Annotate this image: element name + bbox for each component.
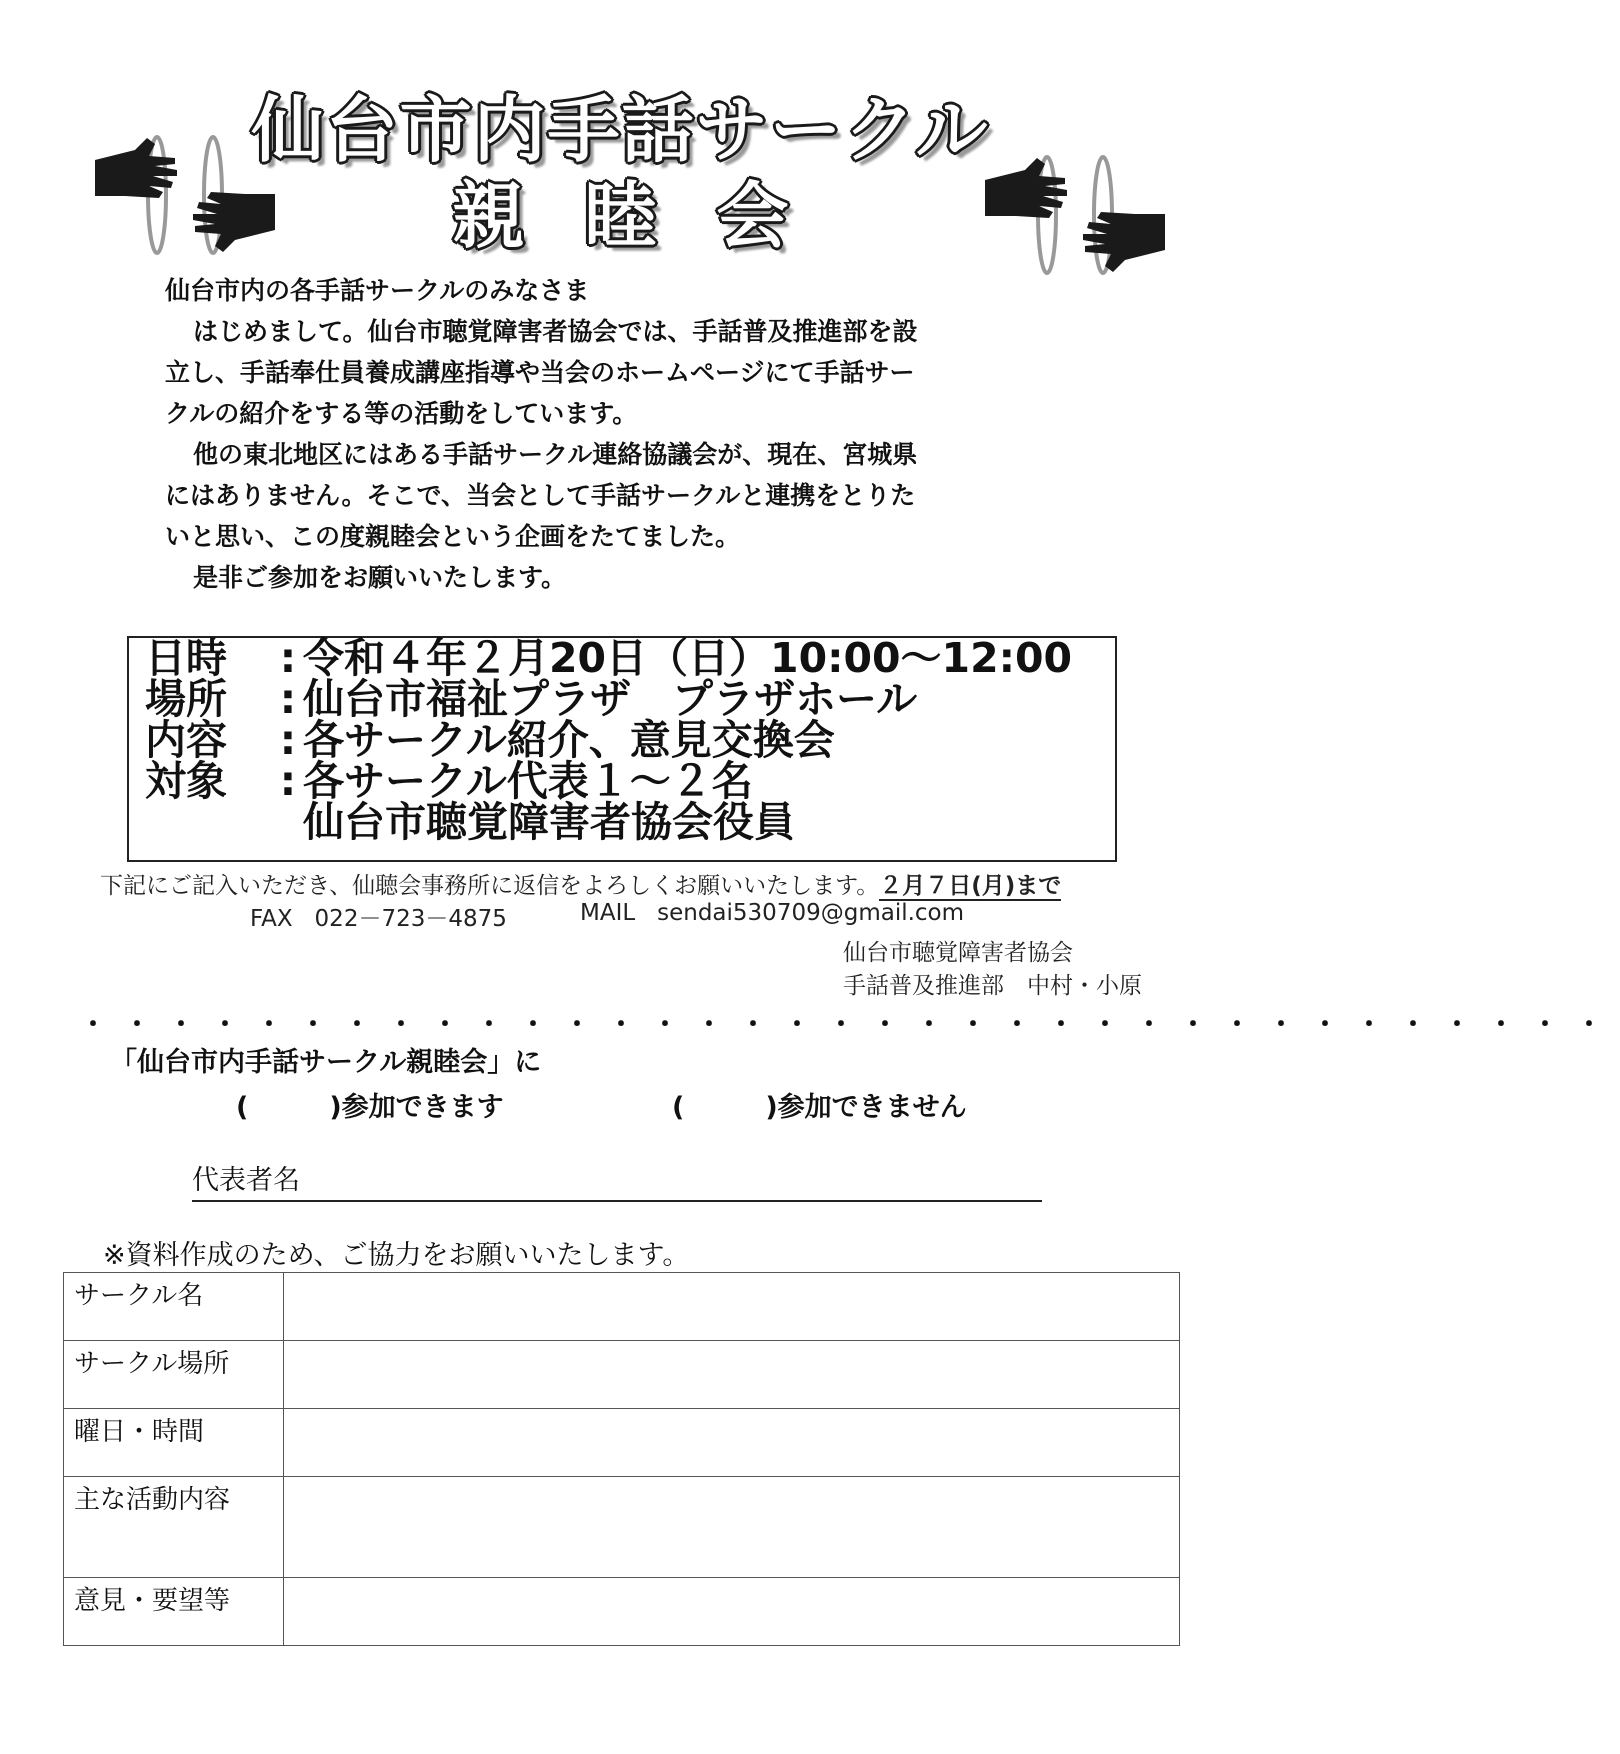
representative-name-field[interactable] — [192, 1200, 1042, 1202]
event-date-row: 日時 : 令和４年２月20日（日）10:00～12:00 — [145, 634, 1073, 682]
letter-line: 是非ご参加をお願いいたします。 — [193, 563, 567, 592]
representative-label: 代表者名 — [192, 1165, 300, 1196]
page-subtitle: 親睦会 — [452, 174, 849, 258]
form-note: ※資料作成のため、ご協力をお願いいたします。 — [103, 1240, 690, 1271]
contact-org: 仙台市聴覚障害者協会 — [843, 940, 1073, 966]
circle-info-form — [63, 1272, 1180, 1646]
letter-body — [165, 270, 1065, 598]
deadline: ２月７日(月)まで — [879, 873, 1062, 899]
letter-line: いと思い、この度親睦会という企画をたてました。 — [165, 522, 741, 551]
letter-greeting: 仙台市内の各手話サークルのみなさま — [165, 276, 590, 305]
event-target-label: 対象 — [145, 757, 227, 805]
letter-line: クルの紹介をする等の活動をしています。 — [165, 399, 638, 428]
form-label: サークル場所 — [64, 1341, 284, 1409]
event-target-value: 各サークル代表１～２名 — [303, 757, 753, 805]
contact-fax: FAX 022－723－4875 — [250, 906, 507, 932]
email-link[interactable]: sendai530709@gmail.com — [657, 900, 965, 926]
circle-name-field[interactable] — [284, 1273, 1180, 1341]
activity-field[interactable] — [284, 1477, 1180, 1578]
reply-title: 「仙台市内手話サークル親睦会」に — [110, 1047, 542, 1078]
event-target-row: 対象 : 各サークル代表１～２名 — [145, 757, 753, 805]
page-title: 仙台市内手話サークル — [251, 88, 990, 172]
letter-line: 立し、手話奉仕員養成講座指導や当会のホームページにて手話サー — [165, 358, 915, 387]
event-date-value: 令和４年２月20日（日）10:00～12:00 — [303, 634, 1073, 682]
letter-line: にはありません。そこで、当会として手話サークルと連携をとりた — [165, 481, 916, 510]
letter-line: はじめまして。仙台市聴覚障害者協会では、手話普及推進部を設 — [193, 317, 918, 346]
contact-mail: MAIL sendai530709@gmail.com — [580, 900, 965, 926]
day-time-field[interactable] — [284, 1409, 1180, 1477]
form-label: 意見・要望等 — [64, 1578, 284, 1646]
form-label: サークル名 — [64, 1273, 284, 1341]
event-info-box — [127, 636, 1117, 862]
circle-place-field[interactable] — [284, 1341, 1180, 1409]
event-target-value-2: 仙台市聴覚障害者協会役員 — [303, 798, 795, 846]
contact-request: 下記にご記入いただき、仙聴会事務所に返信をよろしくお願いいたします。２月７日(月)まで — [100, 873, 1062, 899]
cut-line-divider: ・・・・・・・・・・・・・・・・・・・・・・・・・・・・・・・・・・・ — [80, 1010, 1620, 1040]
opinion-field[interactable] — [284, 1578, 1180, 1646]
event-place-row: 場所 : 仙台市福祉プラザ プラザホール — [145, 675, 918, 723]
event-place-label: 場所 — [145, 675, 227, 723]
contact-dept: 手話普及推進部 中村・小原 — [843, 973, 1142, 999]
event-content-label: 内容 — [145, 716, 227, 764]
letter-line: 他の東北地区にはある手話サークル連絡協議会が、現在、宮城県 — [193, 440, 918, 469]
form-label: 主な活動内容 — [64, 1477, 284, 1578]
event-content-row: 内容 : 各サークル紹介、意見交換会 — [145, 716, 835, 764]
event-content-value: 各サークル紹介、意見交換会 — [303, 716, 835, 764]
event-place-value: 仙台市福祉プラザ プラザホール — [303, 675, 918, 723]
attend-no-option[interactable]: ( )参加できません — [672, 1092, 967, 1123]
event-target-row-2 — [145, 798, 1115, 846]
attend-yes-option[interactable]: ( )参加できます — [236, 1092, 504, 1123]
form-label: 曜日・時間 — [64, 1409, 284, 1477]
event-date-label: 日時 — [145, 634, 227, 682]
